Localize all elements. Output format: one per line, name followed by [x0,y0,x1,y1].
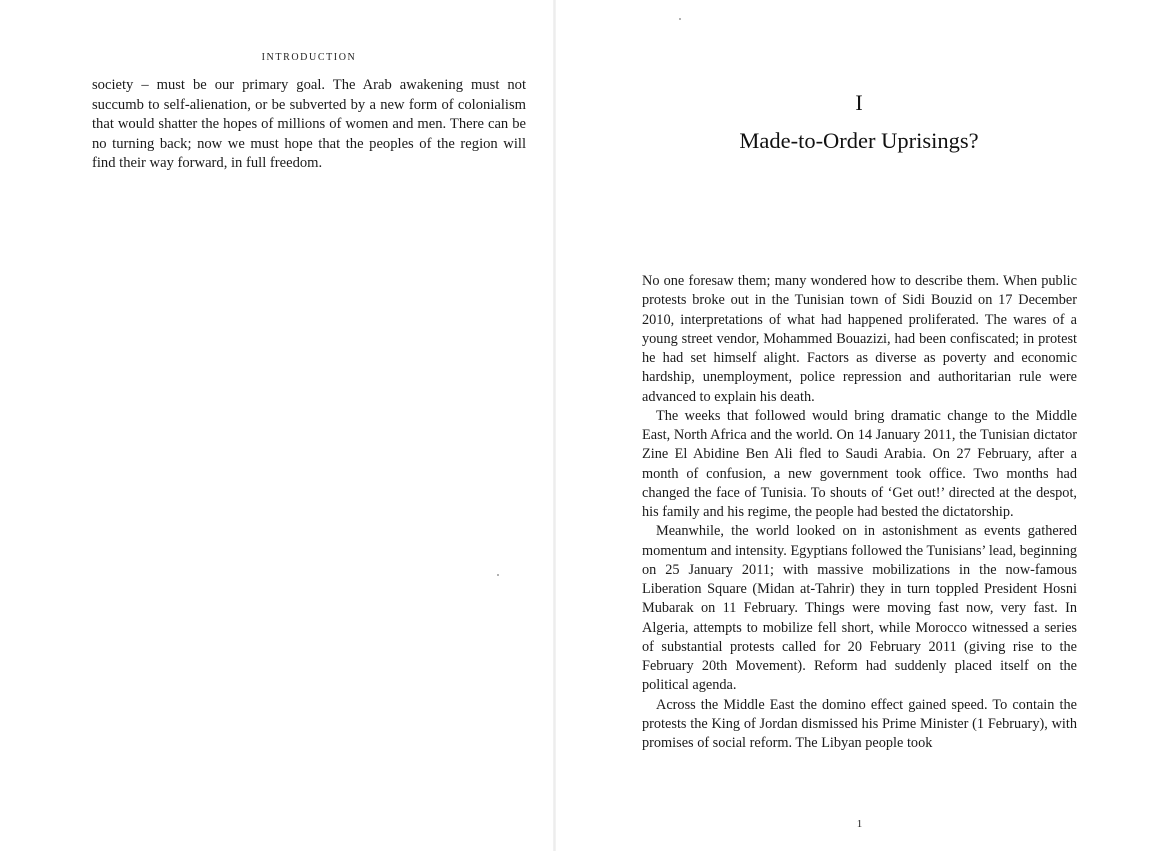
chapter-number: I [855,90,863,115]
body-paragraph-4: Across the Middle East the domino effect gained speed. To contain the protests the King of Jordan dismissed his Prime Minister (1 February), with promises of social reform. The Libyan people took [642,696,1077,751]
running-head: INTRODUCTION [261,52,357,63]
scan-speck [679,18,681,20]
body-paragraph-1: No one foresaw them; many wondered how to describe them. When public protests broke out in the Tunisian town of Sidi Bouzid on 17 December 2010, interpretations of what had happened proliferated. The wares of a young street vendor, Mohammed Bouazizi, had been confiscated; in protest he had set himself alight. Factors as diverse as poverty and economic hardship, unemployment, police repression and authoritarian rule were advanced to explain his death. [642,273,1077,405]
chapter-body [642,272,1077,753]
body-paragraph-2: The weeks that followed would bring dramatic change to the Middle East, North Africa and the world. On 14 January 2011, the Tunisian dictator Zine El Abidine Ben Ali fled to Saudi Arabia. On 27 February, after a month of confusion, a new government took office. Two months had changed the face of Tunisia. To shouts of ‘Get out!’ directed at the despot, his family and his regime, the people had bested the dictatorship. [642,407,1077,520]
right-page [556,0,1170,851]
left-paragraph: society – must be our primary goal. The Arab awakening must not succumb to self-alienation, or be subverted by a new form of colonialism that would shatter the hopes of millions of women and men. There can be no turning back; now we must hope that the peoples of the region will find their way forward, in full freedom. [92,77,526,171]
left-page [0,0,554,851]
body-paragraph-3: Meanwhile, the world looked on in astonishment as events gathered momentum and intensity. Egyptians followed the Tunisians’ lead, beginning on 25 January 2011; with massive mobilizations in the now-famous Liberation Square (Midan at-Tahrir) they in turn toppled President Hosni Mubarak on 11 February. Things were moving fast now, very fast. In Algeria, attempts to mobilize fell short, while Morocco witnessed a series of substantial protests called for 20 February 2011 (giving rise to the February 20th Movement). Reform had suddenly placed itself on the political agenda. [642,523,1077,694]
left-page-text [92,76,526,174]
page-number: 1 [856,818,863,830]
chapter-title: Made-to-Order Uprisings? [739,128,979,153]
scan-speck [497,574,499,576]
